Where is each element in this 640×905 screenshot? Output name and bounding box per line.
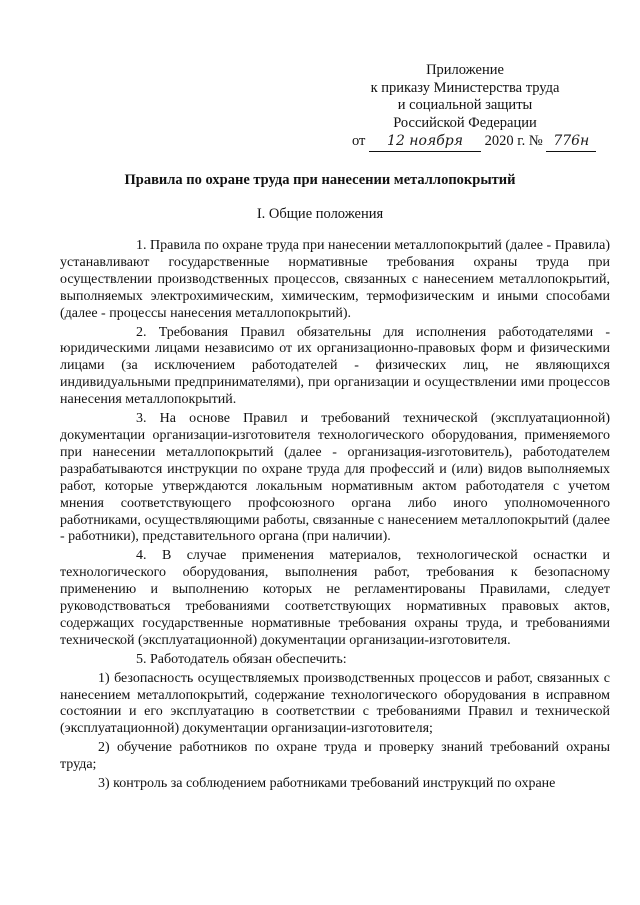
handwritten-date: 12 ноября [369, 133, 481, 152]
order-date-line [330, 133, 600, 152]
date-year: 2020 г. № [484, 133, 543, 149]
subitem-1: 1) безопасность осуществляемых производственных процессов и работ, связанных с нанесением металлопокрытий, содержание технологического оборудования в исправном состоянии и его эксплуатацию в соответствии с требованиями Правил и технической (эксплуатационной) документации организации-изготовителя; [60, 670, 610, 737]
date-prefix: от [352, 133, 366, 149]
paragraph-text: Требования Правил обязательны для исполнения работодателями - юридическими лицами независимо от их организационно-правовых форм и физическими лицами (за исключением работодателей - физических лиц, не являющихся индивидуальными предпринимателями), при организации и осуществлении ими процессов нанесения металлопокрытий. [60, 324, 611, 408]
appendix-line-4: Российской Федерации [393, 114, 537, 131]
document-body [60, 238, 610, 793]
paragraph-text: В случае применения материалов, технологической оснастки и технологического оборудования, выполнения работ, требования к безопасному применению и выполнению которых не регламентированы Правилами, следует руководствоваться требованиями соответствующих нормативных правовых актов, содержащих государственные нормативные требования охраны труда, и требованиями технической (эксплуатационной) документации организации-изготовителя. [60, 548, 611, 648]
appendix-block [330, 62, 600, 152]
paragraph-2 [60, 325, 610, 410]
paragraph-text: Работодатель обязан обеспечить: [150, 651, 347, 667]
paragraph-text: На основе Правил и требований технической (эксплуатационной) документации организации-изготовителя технологического оборудования, применяемого при нанесении металлопокрытий (далее - организация-изготовитель), работодателем разрабатываются инструкции по охране труда для профессий и (или) видов выполняемых работ, которые утверждаются локальным нормативным актом работодателя с учетом мнения соответствующего профсоюзного органа либо иного уполномоченного работниками, осуществляющими работы, связанные с нанесением металлопокрытий (далее - работники), представительного органа (при наличии). [60, 411, 610, 545]
subitem-3: 3) контроль за соблюдением работниками требований инструкций по охране [98, 776, 556, 792]
subitem-2: 2) обучение работников по охране труда и проверку знаний требований охраны труда; [60, 740, 610, 773]
appendix-line-3: и социальной защиты [397, 97, 533, 113]
paragraph-5 [60, 652, 610, 669]
paragraph-3 [60, 411, 610, 546]
document-title: Правила по охране труда при нанесении металлопокрытий [124, 172, 516, 188]
paragraph-4 [60, 548, 610, 649]
section-heading: I. Общие положения [256, 206, 384, 222]
paragraph-1 [60, 238, 610, 323]
appendix-line-2: к приказу Министерства труда [370, 79, 560, 96]
handwritten-order-number: 776н [546, 133, 596, 152]
paragraph-number: 3. [136, 411, 147, 427]
paragraph-number: 2. [136, 324, 147, 340]
paragraph-number: 4. [136, 548, 147, 564]
paragraph-number: 1. [136, 238, 147, 253]
paragraph-text: Правила по охране труда при нанесении металлопокрытий (далее - Правила) устанавливают государственные нормативные требования охраны труда при осуществлении производственных процессов, связанных с нанесением металлопокрытий, выполняемых электрохимическим, химическим, термофизическим и иными способами (далее - процессы нанесения металлопокрытий). [60, 238, 610, 321]
appendix-line-1: Приложение [426, 62, 504, 78]
paragraph-number: 5. [136, 651, 147, 667]
